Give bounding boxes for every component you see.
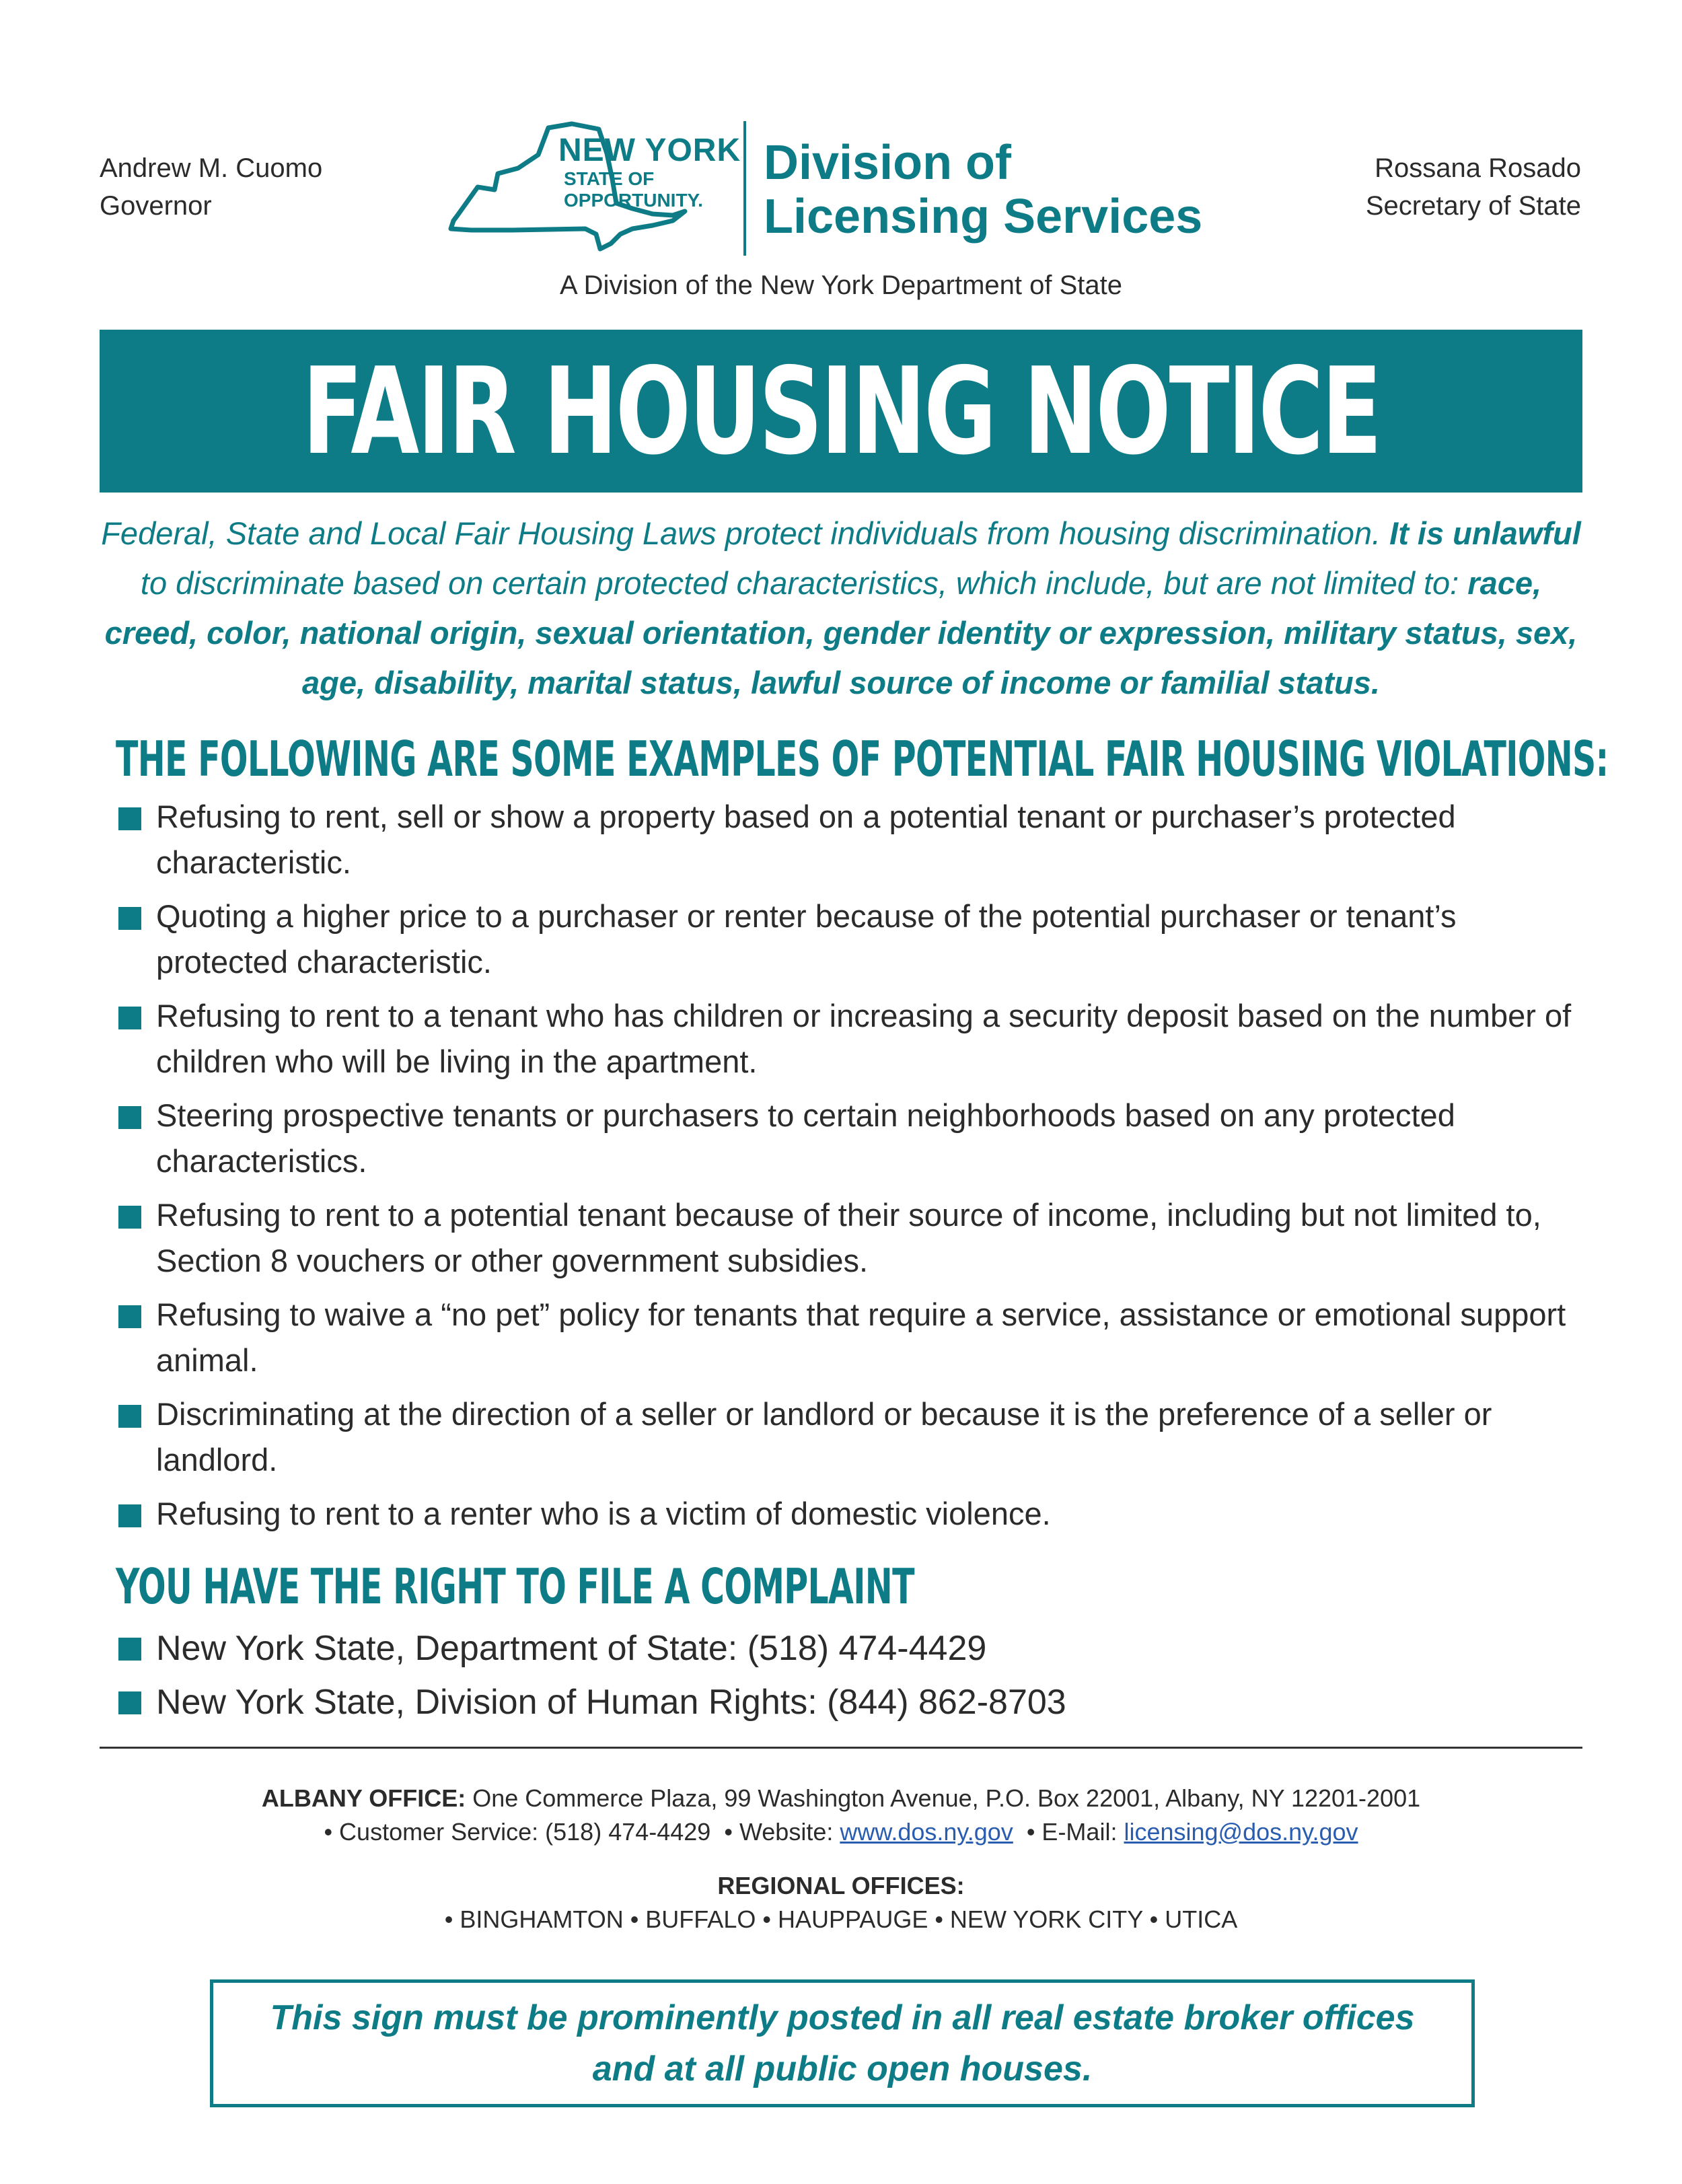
bullet-square-icon (118, 1305, 141, 1328)
bullet-square-icon (118, 1504, 141, 1527)
complaint-contacts-list (118, 1622, 1585, 1729)
posting-line-1: This sign must be prominently posted in all real estate broker offices (270, 1998, 1415, 2037)
list-item (118, 1192, 1585, 1284)
posting-line-2: and at all public open houses. (592, 2049, 1093, 2088)
dls-wordmark (764, 136, 1202, 244)
intro-text-2: to discriminate based on certain protected characteristics, which include, but are not limited to: (140, 565, 1459, 601)
violation-text: Quoting a higher price to a purchaser or renter because of the potential purchaser or tenant’s protected characteristic. (156, 898, 1457, 980)
bullet-square-icon (118, 1691, 141, 1714)
contact-line (0, 1818, 1682, 1846)
regional-offices-label: REGIONAL OFFICES: (717, 1872, 965, 1899)
title-banner (100, 330, 1582, 493)
customer-service: • Customer Service: (518) 474-4429 (324, 1818, 711, 1846)
intro-paragraph (94, 509, 1588, 708)
complaint-contact: New York State, Division of Human Rights: (844) 862-8703 (156, 1683, 1066, 1722)
intro-bold-2: race, creed, color, national origin, sexual orientation, gender identity or expression, military status, sex, age, disability, marital status, lawful source of income or familial status. (104, 565, 1578, 700)
nys-line-3: OPPORTUNITY. (564, 190, 703, 211)
dls-line-1: Division of (764, 136, 1012, 190)
nys-wordmark (558, 135, 741, 210)
bullet-square-icon (118, 907, 141, 930)
bullet-square-icon (118, 1106, 141, 1129)
intro-text-1: Federal, State and Local Fair Housing Laws protect individuals from housing discrimination. (101, 515, 1381, 551)
website-link[interactable]: www.dos.ny.gov (840, 1818, 1013, 1846)
violation-text: Refusing to rent to a renter who is a victim of domestic violence. (156, 1496, 1051, 1531)
complaint-contact: New York State, Department of State: (518) 474-4429 (156, 1629, 987, 1668)
governor-title: Governor (100, 191, 212, 221)
list-item (118, 993, 1585, 1085)
secretary-name: Rossana Rosado (1375, 153, 1581, 183)
bullet-square-icon (118, 1405, 141, 1428)
violation-text: Steering prospective tenants or purchasers to certain neighborhoods based on any protected characteristics. (156, 1097, 1455, 1179)
violations-heading: THE FOLLOWING ARE SOME EXAMPLES OF POTENTIAL FAIR HOUSING VIOLATIONS: (116, 731, 1609, 787)
complaint-heading: YOU HAVE THE RIGHT TO FILE A COMPLAINT (116, 1558, 914, 1615)
list-item (118, 1391, 1585, 1483)
secretary-title: Secretary of State (1365, 191, 1581, 221)
bullet-square-icon (118, 807, 141, 830)
bullet-square-icon (118, 1638, 141, 1661)
dls-line-2: Licensing Services (764, 190, 1203, 244)
regional-offices-list: • BINGHAMTON • BUFFALO • HAUPPAUGE • NEW YORK CITY • UTICA (444, 1905, 1238, 1933)
albany-office-label: ALBANY OFFICE: (261, 1784, 466, 1812)
violation-text: Discriminating at the direction of a seller or landlord or because it is the preference of a seller or landlord. (156, 1396, 1492, 1478)
list-item (118, 1491, 1585, 1537)
secretary-block (1366, 149, 1581, 225)
intro-bold-1: It is unlawful (1389, 515, 1581, 551)
nys-line-1: NEW YORK (558, 133, 741, 168)
nys-line-2: STATE OF (564, 168, 655, 189)
bullet-square-icon (118, 1007, 141, 1029)
dls-logo (431, 114, 1203, 262)
email-link[interactable]: licensing@dos.ny.gov (1124, 1818, 1358, 1846)
footer-divider (100, 1747, 1582, 1749)
albany-office-line (0, 1784, 1682, 1813)
list-item (118, 894, 1585, 985)
violation-text: Refusing to waive a “no pet” policy for tenants that require a service, assistance or emotional support animal. (156, 1297, 1566, 1378)
violation-text: Refusing to rent, sell or show a property based on a potential tenant or purchaser’s protected characteristic. (156, 799, 1456, 880)
violation-text: Refusing to rent to a tenant who has children or increasing a security deposit based on the number of children who will be living in the apartment. (156, 998, 1572, 1079)
email-label: • E-Mail: (1026, 1818, 1118, 1846)
governor-block (100, 149, 322, 225)
list-item (118, 794, 1585, 885)
albany-office-address: One Commerce Plaza, 99 Washington Avenue, P.O. Box 22001, Albany, NY 12201-2001 (472, 1784, 1421, 1812)
department-subtitle: A Division of the New York Department of State (560, 270, 1122, 300)
logo-divider (743, 121, 746, 256)
list-item (118, 1292, 1585, 1383)
violation-text: Refusing to rent to a potential tenant because of their source of income, including but not limited to, Section 8 vouchers or other government subsidies. (156, 1197, 1541, 1278)
list-item (118, 1093, 1585, 1184)
bullet-square-icon (118, 1206, 141, 1229)
page-title: FAIR HOUSING NOTICE (302, 341, 1380, 481)
website-label: • Website: (724, 1818, 834, 1846)
posting-requirement-box (210, 1979, 1475, 2107)
violations-list (118, 794, 1585, 1545)
governor-name: Andrew M. Cuomo (100, 153, 323, 183)
list-item (118, 1622, 1585, 1675)
list-item (118, 1675, 1585, 1729)
